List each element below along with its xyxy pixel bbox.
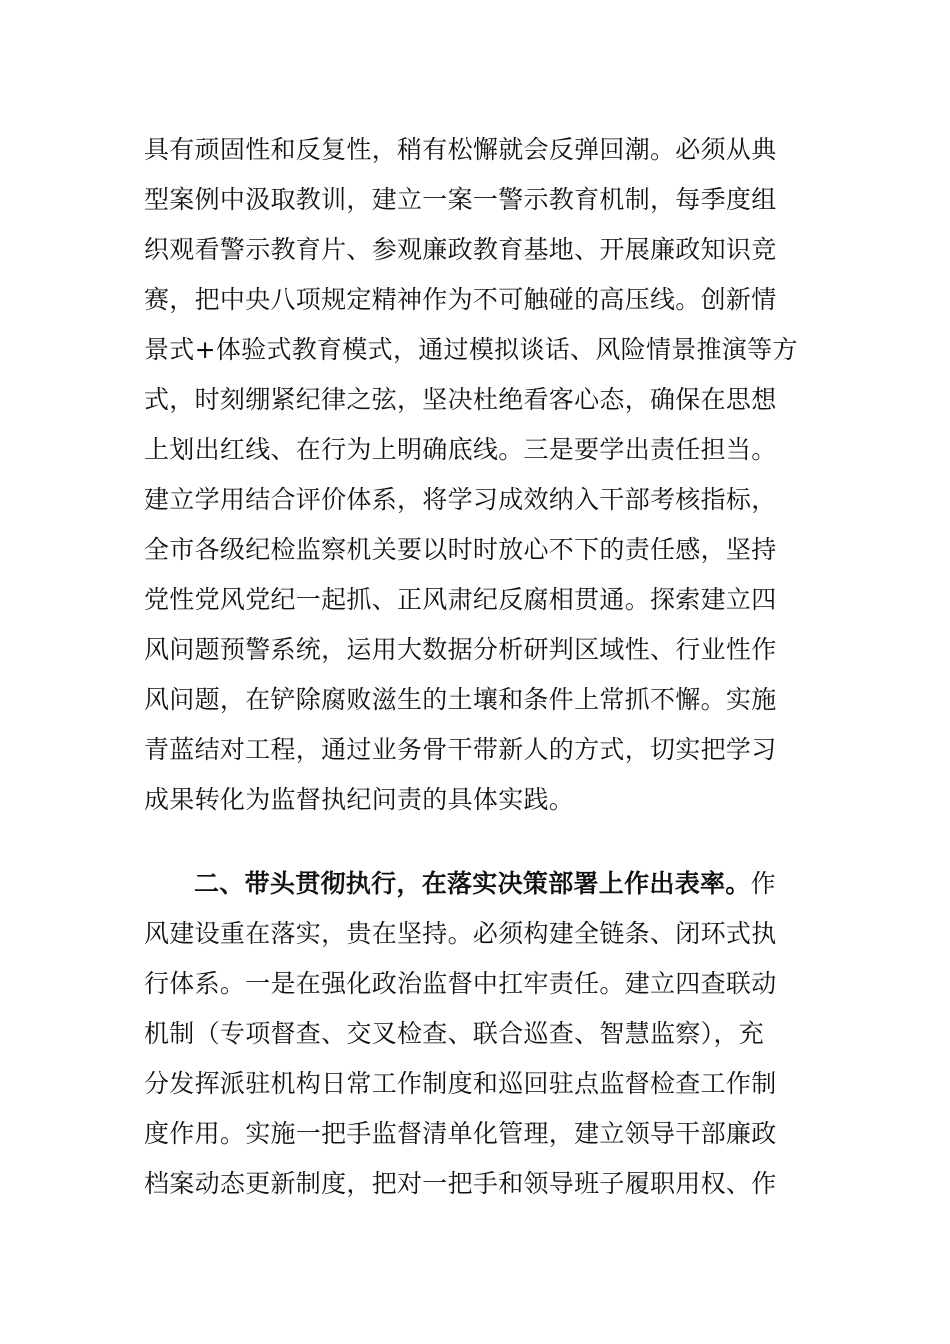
body-text-line: 成果转化为监督执纪问责的具体实践。 bbox=[144, 785, 575, 814]
body-text-line: 具有顽固性和反复性，稍有松懈就会反弹回潮。必须从典 bbox=[144, 135, 777, 164]
section-heading-tail: 作 bbox=[750, 869, 776, 898]
body-text-line: 建立学用结合评价体系，将学习成效纳入干部考核指标， bbox=[144, 485, 777, 514]
body-text-line: 风问题预警系统，运用大数据分析研判区域性、行业性作 bbox=[144, 635, 777, 664]
body-text-line: 型案例中汲取教训，建立一案一警示教育机制，每季度组 bbox=[144, 185, 777, 214]
body-text-line: 全市各级纪检监察机关要以时时放心不下的责任感，坚持 bbox=[144, 535, 777, 564]
body-text-line: 风建设重在落实，贵在坚持。必须构建全链条、闭环式执 bbox=[144, 919, 777, 948]
body-text-line: 分发挥派驻机构日常工作制度和巡回驻点监督检查工作制 bbox=[144, 1069, 777, 1098]
section-heading: 二、带头贯彻执行，在落实决策部署上作出表率。 bbox=[194, 869, 751, 898]
body-text-line: 档案动态更新制度，把对一把手和领导班子履职用权、作 bbox=[144, 1169, 777, 1198]
section-heading-line bbox=[194, 868, 776, 900]
body-text-line: 景式+体验式教育模式，通过模拟谈话、风险情景推演等方 bbox=[144, 335, 798, 364]
body-text-line: 织观看警示教育片、参观廉政教育基地、开展廉政知识竞 bbox=[144, 235, 777, 264]
body-text-line: 青蓝结对工程，通过业务骨干带新人的方式，切实把学习 bbox=[144, 735, 777, 764]
body-text-line: 度作用。实施一把手监督清单化管理，建立领导干部廉政 bbox=[144, 1119, 777, 1148]
body-text-line: 行体系。一是在强化政治监督中扛牢责任。建立四查联动 bbox=[144, 969, 777, 998]
body-text-line: 风问题，在铲除腐败滋生的土壤和条件上常抓不懈。实施 bbox=[144, 685, 777, 714]
body-text-line: 赛，把中央八项规定精神作为不可触碰的高压线。创新情 bbox=[144, 285, 777, 314]
body-text-line: 式，时刻绷紧纪律之弦，坚决杜绝看客心态，确保在思想 bbox=[144, 385, 777, 414]
body-text-line: 党性党风党纪一起抓、正风肃纪反腐相贯通。探索建立四 bbox=[144, 585, 777, 614]
body-text-line: 机制（专项督查、交叉检查、联合巡查、智慧监察），充 bbox=[144, 1019, 765, 1048]
body-text-line: 上划出红线、在行为上明确底线。三是要学出责任担当。 bbox=[144, 435, 777, 464]
